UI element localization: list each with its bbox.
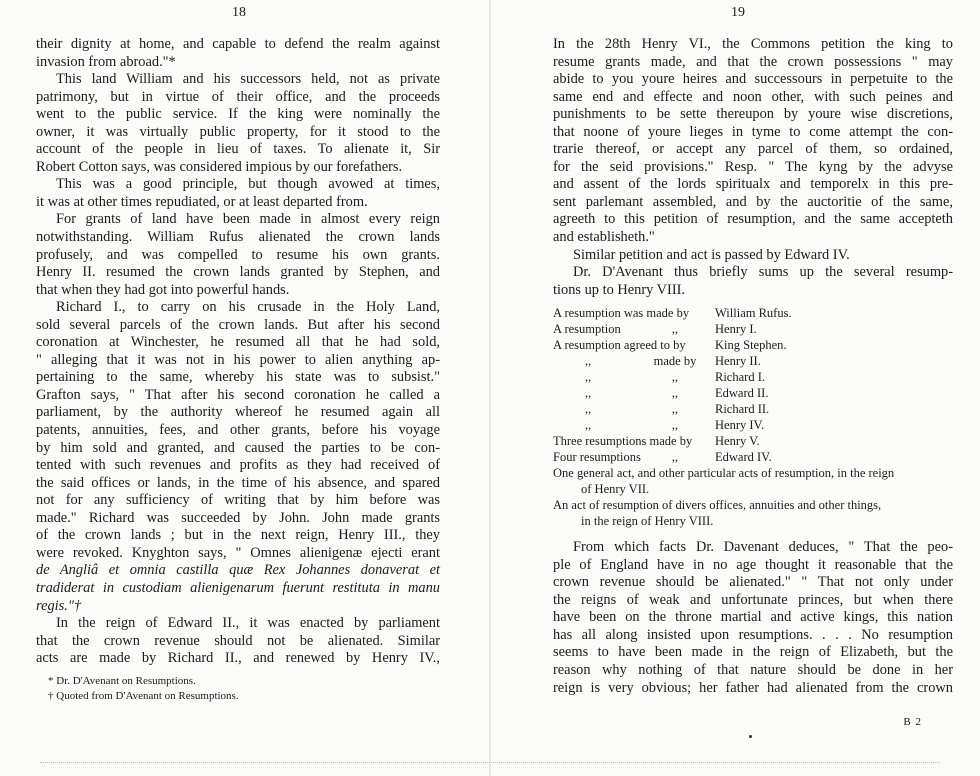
list-item: One general act, and other particular acts of resumption, in the reign <box>553 466 895 481</box>
text-line: their dignity at home, and capable to defend the realm against <box>36 36 440 52</box>
text-line: tions up to Henry VIII. <box>553 281 686 298</box>
text-line: tented with such revenues and profits as they had received of <box>36 457 440 474</box>
list-item-ditto: ,, <box>671 450 679 465</box>
text-line: account of the people in lieu of taxes. To alienate it, Sir <box>36 141 440 158</box>
text-line: patents, annuities, fees, and other grants, before his voyage <box>36 422 440 439</box>
list-item-ditto: ,, <box>671 402 679 417</box>
list-item <box>553 433 953 449</box>
list-item-ditto: ,, <box>671 322 679 337</box>
list-item-label: Four resumptions <box>553 450 641 465</box>
footnote: * Dr. D'Avenant on Resumptions. <box>48 674 196 687</box>
text-line: For grants of land have been made in almost every reign <box>56 211 440 228</box>
text-line: From which facts Dr. Davenant deduces, " That the peo- <box>573 539 953 556</box>
list-item-continuation: of Henry VII. <box>581 482 650 497</box>
page-number-right: 19 <box>731 5 745 20</box>
list-item-monarch: Edward II. <box>715 386 769 401</box>
text-line: invasion from abroad."* <box>36 53 176 70</box>
footnote: † Quoted from D'Avenant on Resumptions. <box>48 689 239 702</box>
list-item-ditto: ,, <box>671 418 679 433</box>
text-line: " alleging that it was not in his power to alien anything ap- <box>36 351 440 368</box>
text-line: This was a good principle, but though avowed at times, <box>56 176 440 193</box>
list-item <box>553 417 953 433</box>
text-line: have been on the throne martial and active kings, this nation <box>553 609 953 626</box>
text-line: acts are made by Richard II., and renewed by Henry IV., <box>36 650 440 667</box>
text-line: crown revenue should be alienated." " That not only under <box>553 574 953 591</box>
ink-speck <box>749 735 752 738</box>
text-line: seems to have been made in the reign of Elizabeth, but the <box>553 644 953 661</box>
list-item-label: ,, <box>585 418 592 433</box>
list-item <box>553 305 953 321</box>
text-line: it was at other times repudiated, or at least departed from. <box>36 193 368 210</box>
text-line: In the 28th Henry VI., the Commons petition the king to <box>553 36 953 52</box>
right-page <box>490 0 980 776</box>
text-line: has all along insisted upon resumptions. . . . No resumption <box>553 626 953 643</box>
text-line: agreeth to this petition of resumption, and the same accepteth <box>553 211 953 228</box>
text-line: reign is very obvious; her father had alienated from the crown <box>553 679 953 696</box>
list-item-monarch: Henry II. <box>715 354 761 369</box>
text-line: This land William and his successors held, not as private <box>56 71 440 88</box>
text-line: abide to you youre heires and successours in perpetuite to the <box>553 71 953 88</box>
list-item-continuation: in the reign of Henry VIII. <box>581 514 714 529</box>
list-item-label: ,, <box>585 354 592 369</box>
text-line: Dr. D'Avenant thus briefly sums up the several resump- <box>573 264 953 281</box>
list-item-label: Three resumptions made by <box>553 434 693 449</box>
list-item-monarch: Richard I. <box>715 370 765 385</box>
list-item-monarch: Henry I. <box>715 322 757 337</box>
text-line: the said offices or lands, in the time of his absence, and spared <box>36 474 440 491</box>
text-line: Similar petition and act is passed by Edward IV. <box>573 246 850 263</box>
text-line: that noone of youre lieges in tyme to come attempt the con- <box>553 123 953 140</box>
text-line: by him sold and granted, and caused the parties to be con- <box>36 439 440 456</box>
text-line: Grafton says, " That after his second coronation he called a <box>36 386 440 403</box>
list-item <box>553 353 953 369</box>
text-line: sent parlemant assembled, and by the auctoritie of the same, <box>553 193 953 210</box>
list-item-monarch: Henry IV. <box>715 418 765 433</box>
text-line: went to the public service. If the king were nominally the <box>36 106 440 123</box>
text-line: Robert Cotton says, was considered impious by our forefathers. <box>36 158 403 175</box>
text-line: patrimony, but in virtue of their office, and the proceeds <box>36 88 440 105</box>
signature-mark: B 2 <box>903 716 922 728</box>
resumptions-list <box>553 305 953 529</box>
text-line: that when they had got into powerful hands. <box>36 281 290 298</box>
list-item-label: A resumption was made by <box>553 306 690 321</box>
text-line: for the seid provisions." Resp. " The kyng by the advyse <box>553 158 953 175</box>
text-line: resume grants made, and that the crown possessions " may <box>553 53 953 70</box>
text-line: were revoked. Knyghton says, " Omnes alienigenæ ejecti erant <box>36 544 440 561</box>
text-line: same end and effecte and noon other, with such peines and <box>553 88 953 105</box>
list-item-monarch: Richard II. <box>715 402 770 417</box>
text-line: profusely, and was compelled to resume his own grants. <box>36 246 440 263</box>
list-item-ditto: ,, <box>671 386 679 401</box>
text-line: made." Richard was succeeded by John. John made grants <box>36 509 440 526</box>
text-line: tradiderat in custodiam alienigenarum fuerunt restituta in manu <box>36 579 440 596</box>
text-line: reason why nothing of that nature should be done in her <box>553 662 953 679</box>
list-item-label: ,, <box>585 402 592 417</box>
list-item-ditto: ,, <box>671 370 679 385</box>
text-line: parliament, by the authority whereof he resumed again all <box>36 404 440 421</box>
text-line: and assent of the lords spiritualx and temporelx in this pre- <box>553 176 953 193</box>
text-line: trarie thereof, or accept any parcel of them, so ordained, <box>553 141 953 158</box>
left-body-text <box>36 36 440 704</box>
list-item-monarch: Henry V. <box>715 434 760 449</box>
list-item <box>553 337 953 353</box>
list-item-label: ,, <box>585 386 592 401</box>
text-line: coronation at Winchester, he resumed all that he had sold, <box>36 334 440 351</box>
text-line: of the crown lands ; but in the next reign, Henry III., they <box>36 527 440 544</box>
list-item-label: ,, <box>585 370 592 385</box>
page-number-left: 18 <box>232 5 246 20</box>
list-item-monarch: King Stephen. <box>715 338 787 353</box>
list-item: An act of resumption of divers offices, annuities and other things, <box>553 498 882 513</box>
list-item-label: A resumption <box>553 322 621 337</box>
list-item <box>553 369 953 385</box>
text-line: de Angliâ et omnia castilla quæ Rex Johannes donaverat et <box>36 562 440 579</box>
text-line: not for any sufficiency of writing that by him before was <box>36 492 440 509</box>
text-line: pertaining to the same, whereby his state was to subsist." <box>36 369 440 386</box>
text-line: sold several parcels of the crown lands. But after his second <box>36 316 440 333</box>
list-item-ditto: made by <box>653 354 697 369</box>
list-item-monarch: Edward IV. <box>715 450 772 465</box>
text-line: that the crown revenue should not be alienated. Similar <box>36 632 440 649</box>
list-item <box>553 401 953 417</box>
text-line: In the reign of Edward II., it was enacted by parliament <box>56 615 440 632</box>
list-item-monarch: William Rufus. <box>715 306 792 321</box>
text-line: ple of England have in no age thought it reasonable that the <box>553 556 953 573</box>
text-line: regis."† <box>36 597 82 614</box>
page-edge-noise <box>40 762 940 764</box>
list-item-label: A resumption agreed to by <box>553 338 686 353</box>
text-line: Richard I., to carry on his crusade in the Holy Land, <box>56 299 440 316</box>
text-line: Henry II. resumed the crown lands granted by Stephen, and <box>36 264 440 281</box>
text-line: the reigns of weak and unfortunate princes, but when there <box>553 591 953 608</box>
text-line: notwithstanding. William Rufus alienated the crown lands <box>36 229 440 246</box>
list-item <box>553 321 953 337</box>
text-line: punishments to be sette thereupon by youre wise discretions, <box>553 106 953 123</box>
right-body-text <box>553 36 953 697</box>
list-item <box>553 385 953 401</box>
text-line: owner, it was virtually public property, for it stood to the <box>36 123 440 140</box>
text-line: and establisheth." <box>553 229 655 246</box>
list-item <box>553 449 953 465</box>
